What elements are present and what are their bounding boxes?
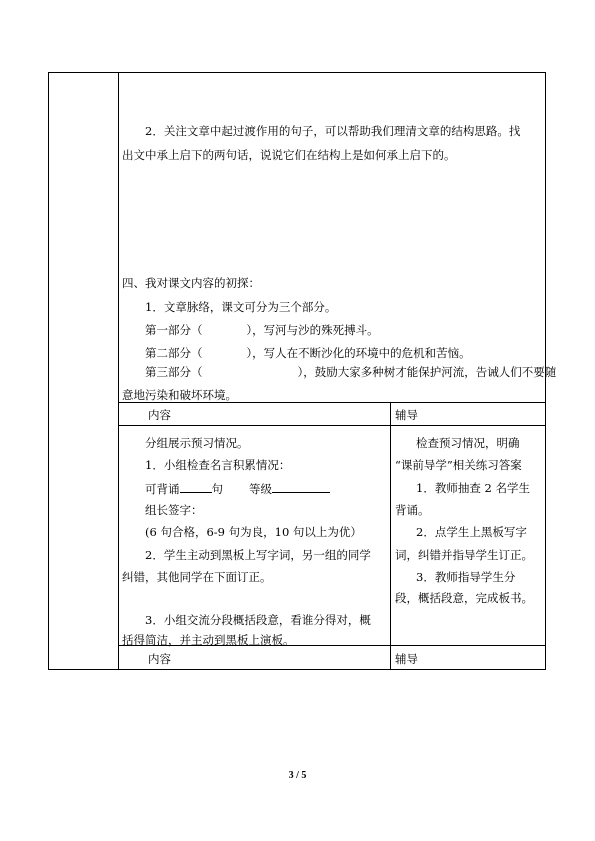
table-divider-left [118,72,119,670]
table-bottom-border [48,669,546,670]
column-divider [390,402,391,670]
guide-line-6: 词，纠错并指导学生订正。 [395,548,533,562]
question-2-line-1: 2．关注文章中起过渡作用的句子，可以帮助我们理清文章的结构思路。找 [145,124,521,138]
row-line-2 [118,425,546,426]
grade-label: 等级 [249,482,272,496]
guide-line-2: “课前导学”相关练习答案 [395,458,522,472]
content-line-2: 1．小组检查名言积累情况： [145,458,291,472]
guide-line-7: 3．教师指导学生分 [416,570,516,584]
guide-line-3: 1．教师抽查 2 名学生 [416,481,530,495]
content-line-8: 3．小组交流分段概括段意，看谁分得对，概 [145,613,371,627]
part-2-text: 第二部分（ ），写人在不断沙化的环境中的危机和苦恼。 [145,346,471,360]
guide-line-5: 2．点学生上黑板写字 [416,525,527,539]
guide-line-8: 段，概括段意，完成板书。 [395,591,533,605]
section-4-item-1: 1．文章脉络，课文可分为三个部分。 [145,300,337,314]
page-number: 3 / 5 [288,770,307,781]
section-4-title: 四、我对课文内容的初探： [122,276,260,290]
content-column-header: 内容 [148,408,171,422]
recite-count-blank [180,481,212,493]
question-2-line-2: 出文中承上启下的两句话，说说它们在结构上是如何承上启下的。 [122,148,456,162]
part-1-text: 第一部分（ ），写河与沙的殊死搏斗。 [145,323,379,337]
part-3-text-line-2: 意地污染和破坏环境。 [122,388,237,402]
content-column-header-2: 内容 [148,652,171,666]
row-line-1 [118,402,546,403]
guide-line-4: 背诵。 [395,503,430,517]
guide-line-1: 检查预习情况，明确 [416,436,520,450]
recite-label: 可背诵 [145,482,180,496]
content-line-1: 分组展示预习情况。 [145,436,249,450]
content-line-6: 2．学生主动到黑板上写字词，另一组的同学 [145,548,371,562]
part-3-text-line-1: 第三部分（ ），鼓励大家多种树才能保护河流，告诫人们不要随 [145,365,557,379]
content-line-4: 组长签字： [145,503,203,517]
sentence-unit: 句 [211,482,223,496]
content-line-5: (6 句合格，6-9 句为良，10 句以上为优） [145,525,362,539]
content-line-3 [145,481,330,496]
content-line-7: 纠错，其他同学在下面订正。 [122,570,272,584]
content-line-9: 括得简洁，并主动到黑板上演板。 [122,633,295,647]
guide-column-header: 辅导 [395,408,418,422]
table-top-border [48,72,546,73]
table-left-border [48,72,49,670]
guide-column-header-2: 辅导 [395,652,418,666]
grade-blank [272,481,330,493]
